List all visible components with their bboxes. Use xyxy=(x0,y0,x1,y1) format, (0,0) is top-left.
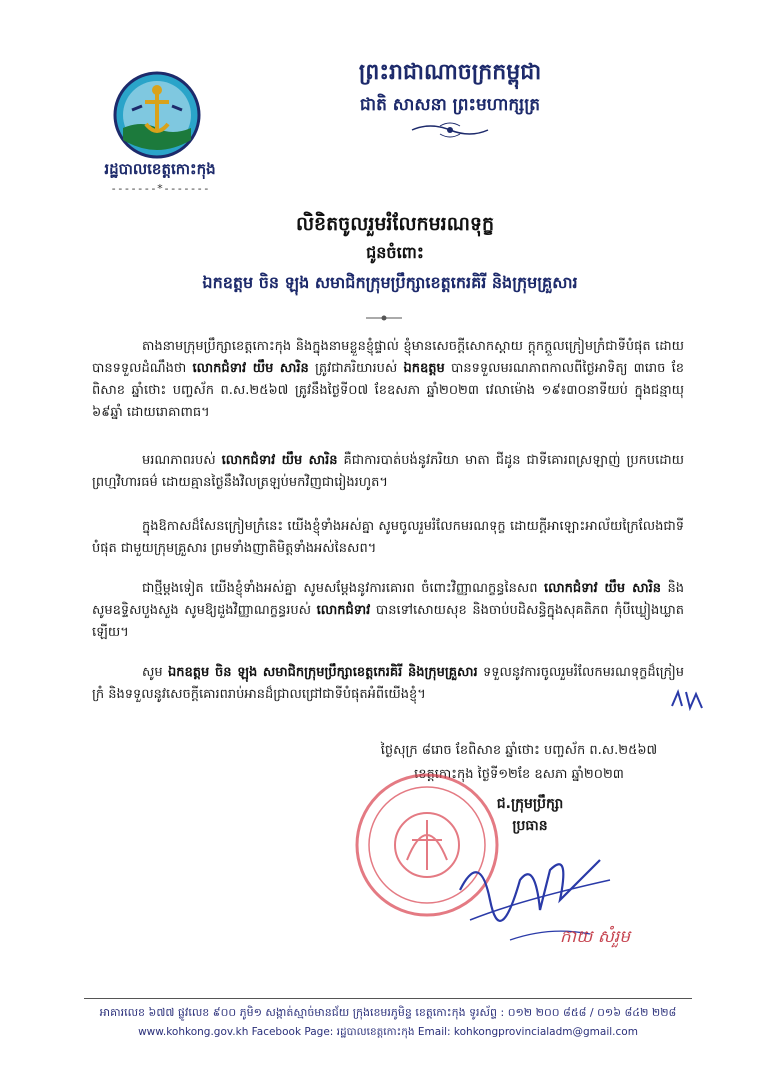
chair-title: ប្រធាន xyxy=(512,818,548,834)
paragraph-5: សូម ឯកឧត្តម ចិន ឡុង សមាជិកក្រុមប្រឹក្សាខេត្តកេរគិរី និងក្រុមគ្រួសារ ទទួលនូវការចូលរួមរំលែកមរណទុក្ខដ៏ក្រៀមក្រំ និងទទួលនូវសេចក្តីគោរពរាប់អានដ៏ជ្រាលជ្រៅជាទីបំផុតអំពីយើងខ្ញុំ។ xyxy=(92,665,684,702)
solar-date: ខេត្តកោះកុង ថ្ងៃទី១២ខែ ឧសភា ឆ្នាំ២០២៣ xyxy=(414,767,624,782)
divider-ornament-icon xyxy=(366,314,402,322)
national-motto: ជាតិ សាសនា ព្រះមហាក្សត្រ xyxy=(359,95,541,115)
ornament-icon xyxy=(410,120,490,140)
footer-contacts: www.kohkong.gov.kh Facebook Page: រដ្ឋបាលខេត្តកោះកុង Email: kohkongprovincialadm@gmail.com xyxy=(138,1026,638,1038)
organization-name: រដ្ឋបាលខេត្តកោះកុង xyxy=(104,160,216,178)
footer-divider xyxy=(84,998,692,999)
paragraph-2: មរណភាពរបស់ លោកជំទាវ យឹម សារិន គឺជាការបាត់បង់នូវភរិយា មាតា ជីដូន ជាទីគោរពស្រឡាញ់ ប្រកបដោយព្រហ្មវិហារធម៌ ដោយគ្មានថ្ងៃនឹងវិលត្រឡប់មកវិញជារៀងរហូត។ xyxy=(92,453,684,490)
addressed-to: ជូនចំពោះ xyxy=(366,243,424,262)
council-title: ជ.ក្រុមប្រឹក្សា xyxy=(496,796,564,812)
lunar-date: ថ្ងៃសុក្រ ៨រោច ខែពិសាខ ឆ្នាំថោះ បញ្ចស័ក ព.ស.២៥៦៧ xyxy=(380,743,658,758)
paragraph-1: តាងនាមក្រុមប្រឹក្សាខេត្តកោះកុង និងក្នុងនាមខ្លួនខ្ញុំផ្ទាល់ ខ្ញុំមានសេចក្តីសោកស្តាយ ក្តុកក្តួលក្រៀមក្រំជាទីបំផុត ដោយបានទទួលដំណឹងថា លោកជំទាវ យឹម សារិន ត្រូវជាភរិយារបស់ ឯកឧត្តម បានទទួលមរណភាពកាលពីថ្ងៃអាទិត្យ ៣រោច ខែពិសាខ ឆ្នាំថោះ បញ្ចស័ក ព.ស.២៥៦៧ ត្រូវនឹងថ្ងៃទី០៧ ខែឧសភា ឆ្នាំ២០២៣ វេលាម៉ោង ១៩៖៣០នាទីយប់ ក្នុងជន្មាយុ ៦៩ឆ្នាំ ដោយរោគាពាធ។ xyxy=(92,339,684,420)
footer-address: អាគារលេខ ៦៧៧ ផ្លូវលេខ ៩០០ ភូមិ១ សង្កាត់ស្មាច់មានជ័យ ក្រុងខេមរភូមិន្ទ ខេត្តកោះកុង ទូរស័ព្ទ : ០១២ ២០០ ៨៥៨ / ០១៦ ៨៤២ ២២៨ xyxy=(99,1006,677,1019)
signer-name: កាយ សំរួម xyxy=(559,927,631,947)
kingdom-title: ព្រះរាជាណាចក្រកម្ពុជា xyxy=(358,60,542,85)
paragraph-4: ជាថ្មីម្តងទៀត យើងខ្ញុំទាំងអស់គ្នា សូមសម្តែងនូវការគោរព ចំពោះវិញ្ញាណក្ខន្ធនៃសព លោកជំទាវ យឹម សារិន និងសូមឧទ្ទិសបួងសួង សូមឱ្យដួងវិញ្ញាណក្ខន្ធរបស់ លោកជំទាវ បានទៅសោយសុខ និងចាប់បដិសន្ធិក្នុងសុគតិភព កុំបីឃ្លៀងឃ្លាតឡើយ។ xyxy=(92,581,685,640)
recipient: ឯកឧត្តម ចិន ឡុង សមាជិកក្រុមប្រឹក្សាខេត្តកេរគិរី និងក្រុមគ្រួសារ xyxy=(202,273,578,292)
provincial-logo-icon xyxy=(112,70,202,160)
separator: -------*------- xyxy=(110,182,210,195)
initials-icon xyxy=(668,688,708,712)
paragraph-3: ក្នុងឱកាសដ៏សែនក្រៀមក្រំនេះ យើងខ្ញុំទាំងអស់គ្នា សូមចូលរួមរំលែកមរណទុក្ខ ដោយក្តីអាឡោះអាល័យក្រៃលែងជាទីបំផុត ជាមួយក្រុមគ្រួសារ ព្រមទាំងញាតិមិត្តទាំងអស់នៃសព។ xyxy=(92,519,684,556)
letter-title: លិខិតចូលរួមរំលែកមរណទុក្ខ xyxy=(295,213,495,235)
